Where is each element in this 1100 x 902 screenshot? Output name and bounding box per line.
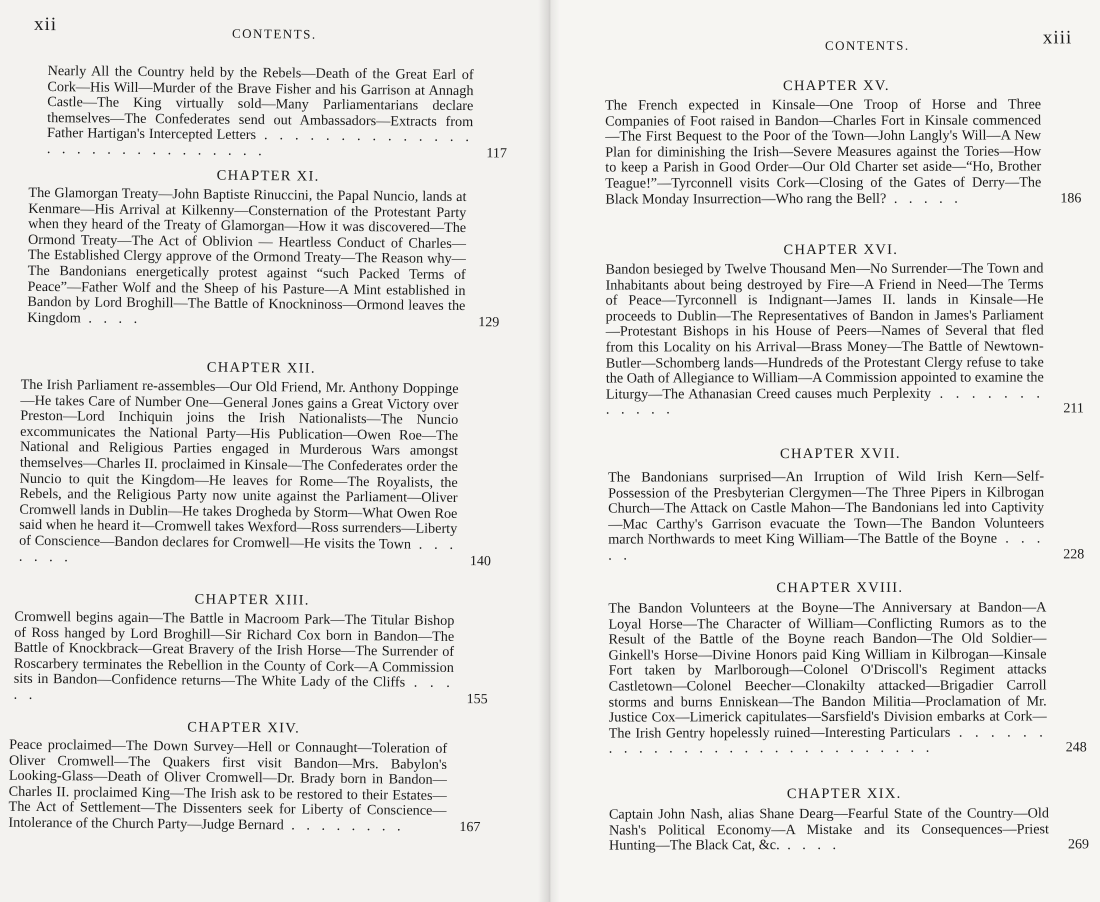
running-header-left: CONTENTS. — [231, 25, 317, 42]
entry-text: The French expected in Kinsale—One Troop of Horse and Three Companies of Foot raised in Bandon—Charles Fort in Kinsale commenced—The First Bequest to the Poor of the Town—John Langly's Will—A New Plan for diminishing the Irish—Severe Measures against the Tories—How to keep a Parish in Good Order—Our Old Charter set aside—“Ho, Brother Teague!”—Tyrconnell visits Cork—Closing of the Gates of Derry—The Black Monday Insurrection—Who rang the Bell? — [605, 96, 1042, 208]
entry-page-number: 117 — [486, 146, 507, 162]
entry-text: Peace proclaimed—The Down Survey—Hell or Connaught—Toleration of Oliver Cromwell—The Quakers first visit Bandon—Mrs. Babylon's Looking-Glass—Death of Oliver Cromwell—Dr. Brady born in Bandon—Charles II. proclaimed King—The Irish ask to be restored to their Estates—The Act of Settlement—The Dissenters seek for Liberty of Conscience—Intolerance of the Church Party—Judge Bernard — [8, 736, 448, 834]
entry-page-number: 211 — [1063, 401, 1084, 417]
chapter-heading: CHAPTER XIII. — [194, 591, 310, 609]
chapter-heading: CHAPTER XI. — [216, 167, 320, 185]
page-number-right: xiii — [1042, 27, 1073, 49]
entry-text: The Irish Parliament re-assembles—Our Old Friend, Mr. Anthony Doppinge—He takes Care of Number One—General Jones gains a Great Victory over Preston—Lord Inchiquin joins the Irish Nationalists—The Nuncio excommunicates the National Party—His Publication—Owen Roe—The National and Religious Parties engaged in Murderous Wars amongst themselves—Charles II. proclaimed in Kinsale—The Confederates order the Nuncio to quit the Kingdom—He leaves for Rome—The Royalists, the Rebels, and the Religious Party now unite against the Parliament—Oliver Cromwell lands in Dublin—He takes Drogheda by Storm—What Owen Roe said when he heard it—Cromwell takes Wexford—Ross surrenders—Liberty of Conscience—Bandon declares for Cromwell—He visits the Town — [19, 376, 459, 553]
entry-page-number: 228 — [1063, 547, 1085, 563]
contents-entry: The Bandon Volunteers at the Boyne—The Anniversary at Bandon—A Loyal Horse—The Character of William—Conflicting Rumors as to the Result of the Battle of the Boyne reach Bandon—The Old Soldier—Ginkell's Horse—Divine Honors paid King William in Kilbrogan—Kinsale Fort taken by Marlborough—Colonel O'Driscoll's Regiment attacks Castletown—Colonel Beecher—Clonakilty attacked—Brigadier Carroll storms and burns Enniskean—The Bandon Militia—Proclamation of Mr. Justice Cox—Limerick capitulates—Sarsfield's Division embarks at Cork—The Irish Gentry hopelessly ruined—Interesting Particulars . . . . . . . . . . . . . . . . . . . . . . . . . . . . 248 — [608, 599, 1087, 757]
entry-text: The Bandonians surprised—An Irruption of Wild Irish Kern—Self-Possession of the Presbyterian Clergymen—The Three Pipers in Kilbrogan Church—The Attack on Castle Mahon—The Bandonians led into Captivity—Mac Carthy's Garrison evacuate the Town—The Bandon Volunteers march Northwards to meet King William—The Battle of the Boyne — [608, 468, 1045, 548]
chapter-heading: CHAPTER XVII. — [779, 445, 901, 463]
contents-entry: Peace proclaimed—The Down Survey—Hell or Connaught—Toleration of Oliver Cromwell—The Quakers first visit Bandon—Mrs. Babylon's Looking-Glass—Death of Oliver Cromwell—Dr. Brady born in Bandon—Charles II. proclaimed King—The Irish ask to be restored to their Estates—The Act of Settlement—The Dissenters seek for Liberty of Conscience—Intolerance of the Church Party—Judge Bernard . . . . . . . . 167 — [8, 736, 481, 836]
chapter-heading: CHAPTER XV. — [783, 77, 890, 95]
contents-entry: The Bandonians surprised—An Irruption of Wild Irish Kern—Self-Possession of the Presbyterian Clergymen—The Three Pipers in Kilbrogan Church—The Attack on Castle Mahon—The Bandonians led into Captivity—Mac Carthy's Garrison evacuate the Town—The Bandon Volunteers march Northwards to meet King William—The Battle of the Boyne . . . . . 228 — [608, 468, 1085, 564]
contents-entry: Nearly All the Country held by the Rebels—Death of the Great Earl of Cork—His Will—Murder of the Brave Fisher and his Garrison at Annagh Castle—The King virtually sold—Many Parliamentarians declare themselves—The Confederates send out Ambassadors—Extracts from Father Hartigan's Intercepted Letters . . . . . . . . . . . . . . . . . . . . . . . . . . . . . 117 — [46, 63, 507, 162]
entry-page-number: 129 — [478, 314, 500, 331]
contents-entry: The French expected in Kinsale—One Troop of Horse and Three Companies of Foot raised in Bandon—Charles Fort in Kinsale commenced—The First Bequest to the Poor of the Town—John Langly's Will—A New Plan for diminishing the Irish—Severe Measures against the Tories—How to keep a Parish in Good Order—Our Old Charter set aside—“Ho, Brother Teague!”—Tyrconnell visits Cork—Closing of the Gates of Derry—The Black Monday Insurrection—Who rang the Bell? . . . . . 186 — [605, 96, 1082, 208]
chapter-heading: CHAPTER XIX. — [786, 785, 902, 803]
entry-page-number: 269 — [1068, 837, 1090, 853]
right-page — [548, 0, 1100, 902]
entry-text: Captain John Nash, alias Shane Dearg—Fearful State of the Country—Old Nash's Political Economy—A Mistake and its Consequences—Priest Hunting—The Black Cat, &c. — [608, 805, 1050, 854]
entry-page-number: 140 — [469, 553, 492, 569]
entry-page-number: 155 — [466, 692, 488, 708]
entry-text: The Bandon Volunteers at the Boyne—The Anniversary at Bandon—A Loyal Horse—The Character of William—Conflicting Rumors as to the Result of the Battle of the Boyne reach Bandon—The Old Soldier—Ginkell's Horse—Divine Honors paid King William in Kilbrogan—Kinsale Fort taken by Marlborough—Colonel O'Driscoll's Regiment attacks Castletown—Colonel Beecher—Clonakilty attacked—Brigadier Carroll storms and burns Enniskean—The Bandon Militia—Proclamation of Mr. Justice Cox—Limerick capitulates—Sarsfield's Division embarks at Cork—The Irish Gentry hopelessly ruined—Interesting Particulars — [608, 599, 1047, 742]
chapter-heading: CHAPTER XVI. — [783, 241, 899, 259]
chapter-heading: CHAPTER XVIII. — [776, 579, 904, 597]
contents-entry: The Glamorgan Treaty—John Baptiste Rinuccini, the Papal Nuncio, lands at Kenmare—His Arrival at Kilkenny—Consternation of the Protestant Party when they heard of the Treaty of Glamorgan—How it was discovered—The Ormond Treaty—The Act of Oblivion — Heartless Conduct of Charles—The Established Clergy approve of the Ormond Treaty—The Reason why—The Bandonians energetically protest against “such Packed Terms of Peace”—Father Wolf and the Sheep of his Pasture—A Mint established in Bandon by Lord Broghill—The Battle of Knockninoss—Ormond leaves the Kingdom . . . . 129 — [27, 184, 500, 331]
contents-entry: Cromwell begins again—The Battle in Macroom Park—The Titular Bishop of Ross hanged by Lord Broghill—Sir Richard Cox born in Bandon—The Battle of Knockbrack—Great Bravery of the Irish Horse—The Surrender of Roscarbery terminates the Rebellion in the County of Cork—A Commission sits in Bandon—Confidence returns—The White Lady of the Cliffs . . . . . 155 — [13, 608, 488, 708]
entry-text: The Glamorgan Treaty—John Baptiste Rinuccini, the Papal Nuncio, lands at Kenmare—His Arrival at Kilkenny—Consternation of the Protestant Party when they heard of the Treaty of Glamorgan—How it was discovered—The Ormond Treaty—The Act of Oblivion — Heartless Conduct of Charles—The Established Clergy approve of the Ormond Treaty—The Reason why—The Bandonians energetically protest against “such Packed Terms of Peace”—Father Wolf and the Sheep of his Pasture—A Mint established in Bandon by Lord Broghill—The Battle of Knockninoss—Ormond leaves the Kingdom — [27, 184, 467, 327]
contents-entry: The Irish Parliament re-assembles—Our Old Friend, Mr. Anthony Doppinge—He takes Care of Number One—General Jones gains a Great Victory over Preston—Lord Inchiquin joins the Irish Nationalists—The Nuncio excommunicates the National Party—His Publication—Owen Roe—The National and Religious Parties engaged in Murderous Wars amongst themselves—Charles II. proclaimed in Kinsale—The Confederates order the Nuncio to quit the Kingdom—He leaves for Rome—The Royalists, the Rebels, and the Religious Party now unite against the Parliament—Oliver Cromwell lands in Dublin—He takes Drogheda by Storm—What Owen Roe said when he heard it—Cromwell takes Wexford—Ross surrenders—Liberty of Conscience—Bandon declares for Cromwell—He visits the Town . . . . . . . 140 — [18, 376, 492, 569]
contents-entry: Bandon besieged by Twelve Thousand Men—No Surrender—The Town and Inhabitants about being destroyed by Fire—A Friend in Need—The Terms of Peace—Tyrconnell is Indignant—James II. lands in Kinsale—He proceeds to Dublin—The Representatives of Bandon in James's Parliament—Protestant Bishops in his House of Peers—Names of Several that fled from this Locality on his Arrival—Brass Money—The Battle of Newtown-Butler—Schomberg lands—Hundreds of the Protestant Clergy refuse to take the Oath of Allegiance to William—A Commission appointed to examine the Liturgy—The Athanasian Creed causes much Perplexity . . . . . . . . . . . . 211 — [605, 260, 1084, 418]
page-number-left: xii — [33, 13, 58, 36]
entry-text: Bandon besieged by Twelve Thousand Men—No Surrender—The Town and Inhabitants about being destroyed by Fire—A Friend in Need—The Terms of Peace—Tyrconnell is Indignant—James II. lands in Kinsale—He proceeds to Dublin—The Representatives of Bandon in James's Parliament—Protestant Bishops in his House of Peers—Names of Several that fled from this Locality on his Arrival—Brass Money—The Battle of Newtown-Butler—Schomberg lands—Hundreds of the Protestant Clergy refuse to take the Oath of Allegiance to William—A Commission appointed to examine the Liturgy—The Athanasian Creed causes much Perplexity — [605, 260, 1044, 403]
running-header-right: CONTENTS. — [824, 37, 910, 53]
entry-page-number: 248 — [1065, 740, 1087, 756]
chapter-heading: CHAPTER XIV. — [187, 719, 301, 737]
entry-text: Cromwell begins again—The Battle in Macroom Park—The Titular Bishop of Ross hanged by Lord Broghill—Sir Richard Cox born in Bandon—The Battle of Knockbrack—Great Bravery of the Irish Horse—The Surrender of Roscarbery terminates the Rebellion in the County of Cork—A Commission sits in Bandon—Confidence returns—The White Lady of the Cliffs — [13, 608, 455, 691]
entry-page-number: 186 — [1060, 190, 1082, 206]
left-page — [0, 0, 548, 902]
entry-text: Nearly All the Country held by the Rebels—Death of the Great Earl of Cork—His Will—Murder of the Brave Fisher and his Garrison at Annagh Castle—The King virtually sold—Many Parliamentarians declare themselves—The Confederates send out Ambassadors—Extracts from Father Hartigan's Intercepted Letters — [46, 63, 474, 144]
entry-page-number: 167 — [459, 819, 481, 836]
contents-entry: Captain John Nash, alias Shane Dearg—Fearful State of the Country—Old Nash's Political Economy—A Mistake and its Consequences—Priest Hunting—The Black Cat, &c. . . . . 269 — [608, 805, 1090, 854]
chapter-heading: CHAPTER XII. — [206, 359, 316, 377]
